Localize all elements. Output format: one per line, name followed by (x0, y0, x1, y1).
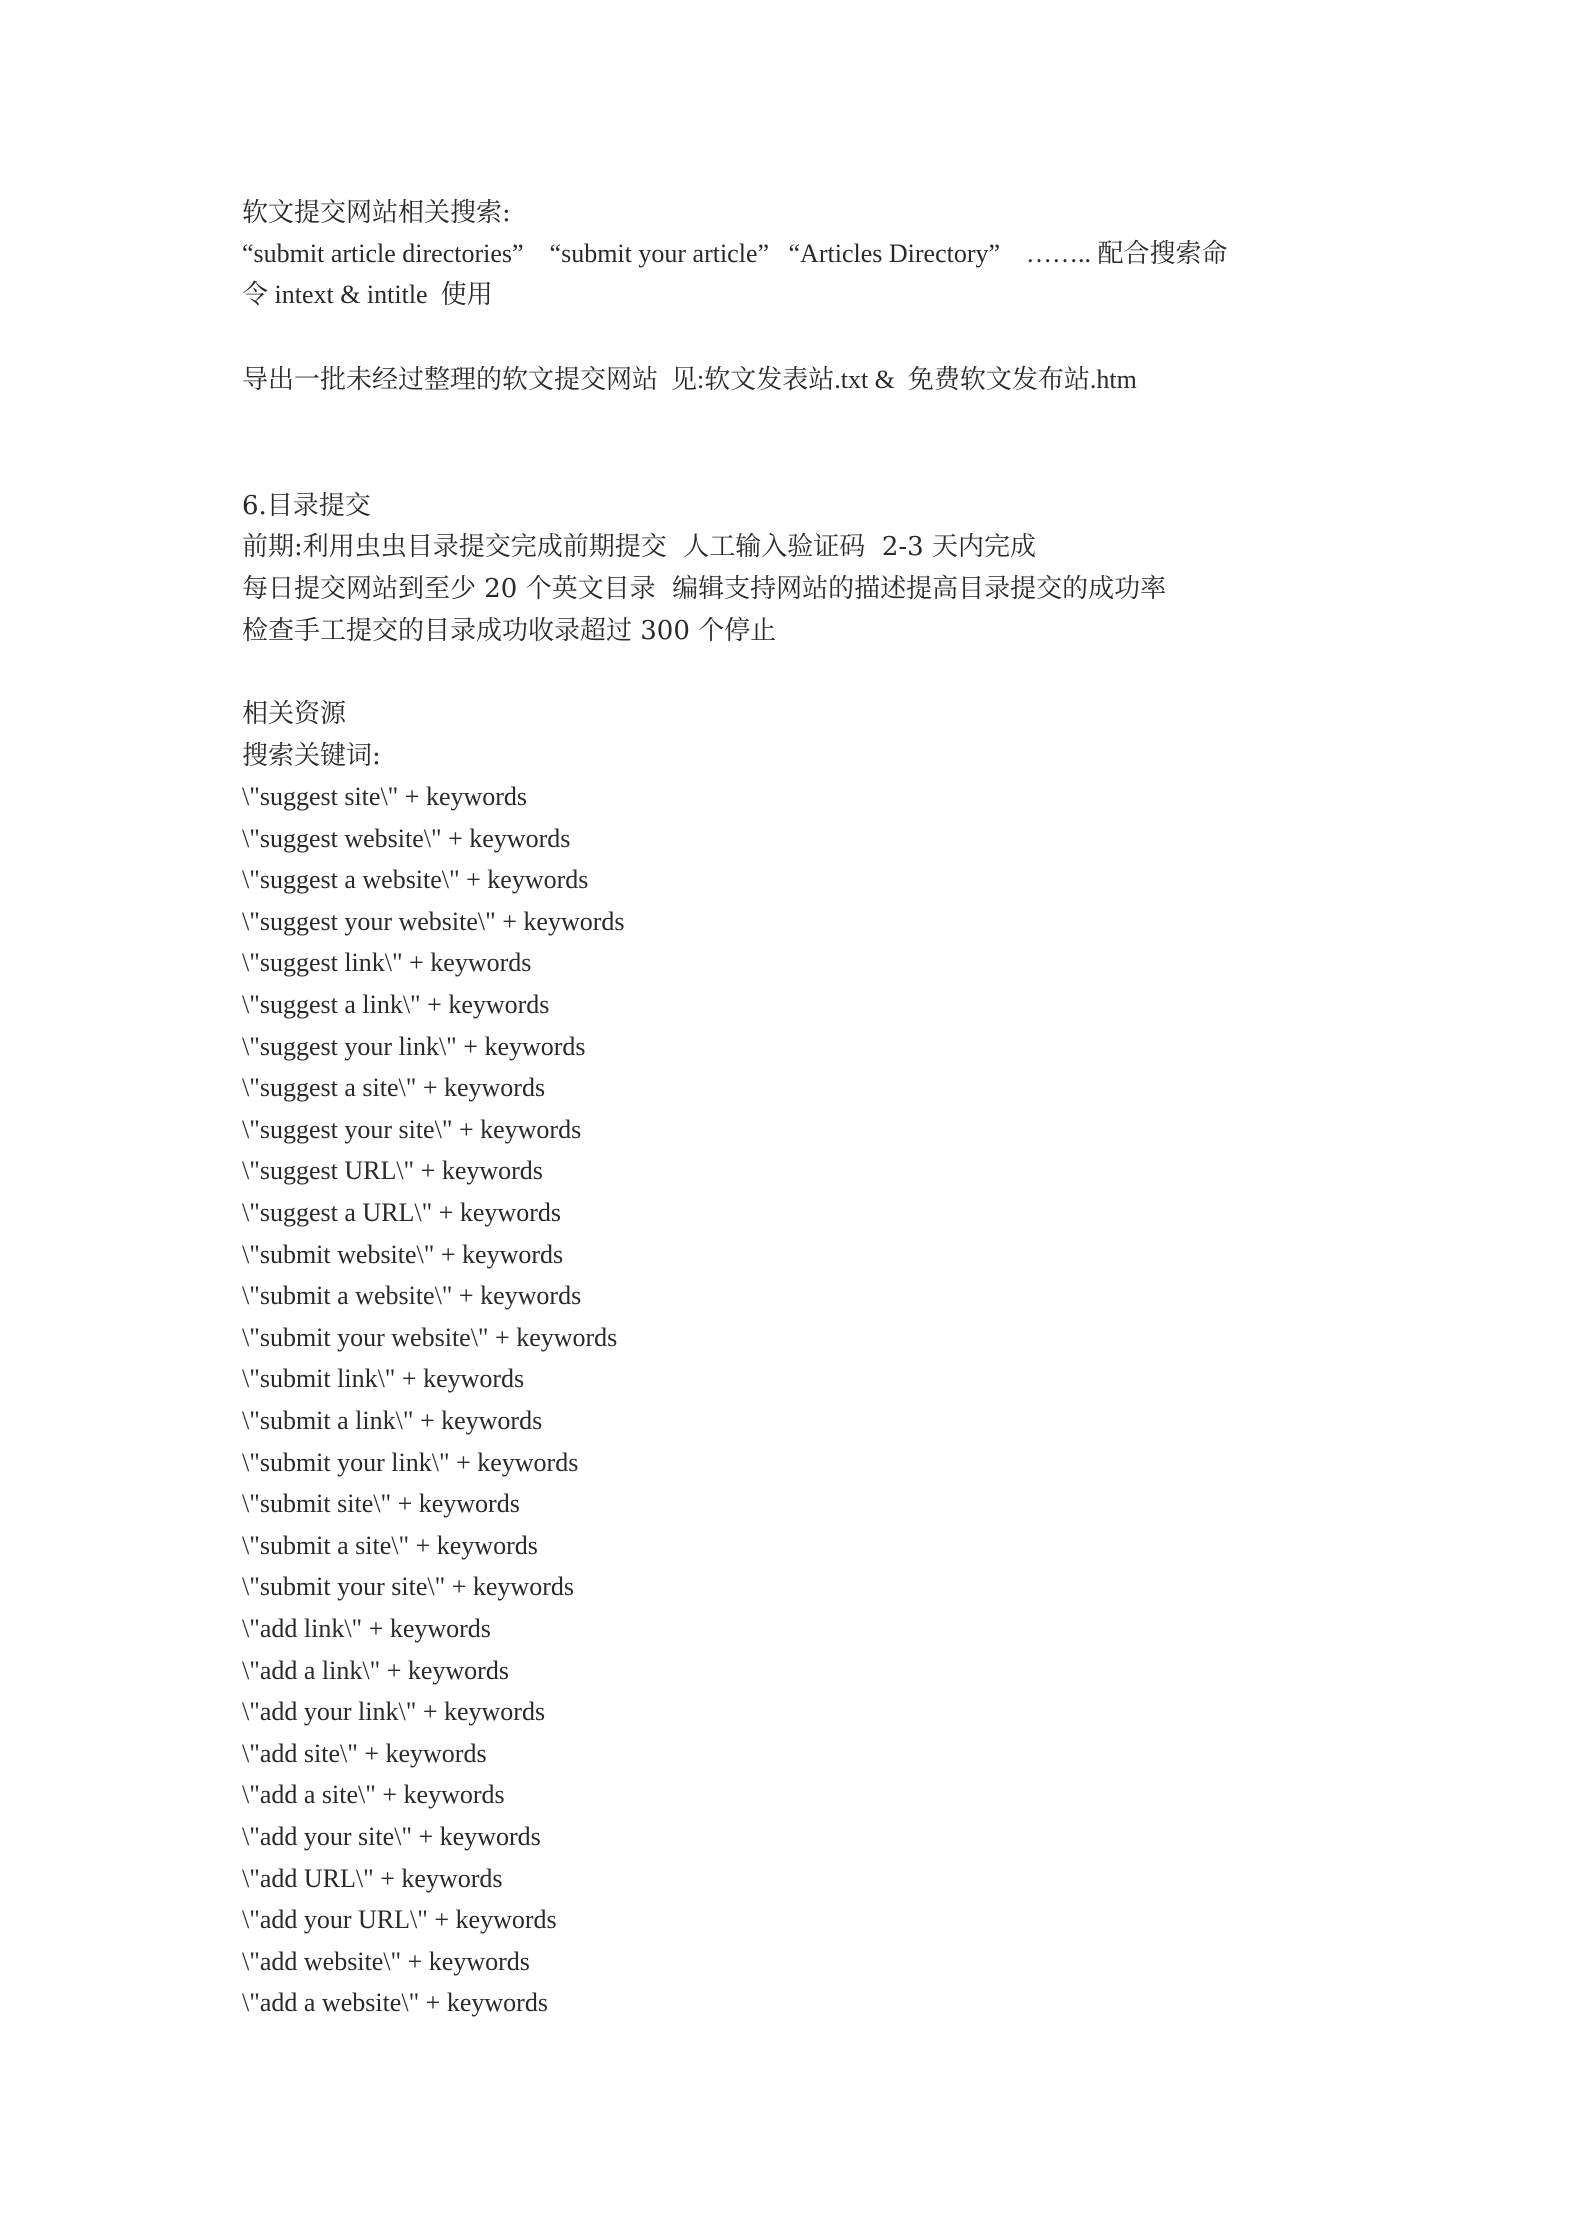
keyword-item: \"suggest your website\" + keywords (242, 907, 625, 936)
keyword-item: \"suggest a URL\" + keywords (242, 1198, 561, 1227)
article-search-operators: 令 intext & intitle 使用 (242, 280, 493, 309)
article-search-heading: 软文提交网站相关搜索: (242, 198, 511, 228)
keyword-item: \"submit a link\" + keywords (242, 1406, 543, 1435)
keyword-item: \"add a site\" + keywords (242, 1780, 505, 1809)
directory-line: 每日提交网站到至少 20 个英文目录 编辑支持网站的描述提高目录提交的成功率 (242, 574, 1167, 604)
keyword-item: \"suggest URL\" + keywords (242, 1156, 543, 1185)
keyword-item: \"add a website\" + keywords (242, 1988, 548, 2017)
keyword-item: \"add website\" + keywords (242, 1947, 530, 1976)
keyword-item: \"suggest a website\" + keywords (242, 865, 589, 894)
keyword-item: \"suggest link\" + keywords (242, 948, 532, 977)
keyword-item: \"submit your website\" + keywords (242, 1323, 618, 1352)
keyword-item: \"add your site\" + keywords (242, 1822, 541, 1851)
keyword-item: \"suggest a site\" + keywords (242, 1073, 546, 1102)
directory-line: 检查手工提交的目录成功收录超过 300 个停止 (242, 616, 777, 646)
keyword-item: \"submit link\" + keywords (242, 1364, 525, 1393)
keyword-item: \"submit site\" + keywords (242, 1489, 520, 1518)
keyword-item: \"suggest site\" + keywords (242, 782, 528, 811)
keyword-item: \"submit your site\" + keywords (242, 1572, 574, 1601)
keyword-item: \"add link\" + keywords (242, 1614, 491, 1643)
keyword-item: \"suggest a link\" + keywords (242, 990, 550, 1019)
directory-line: 前期:利用虫虫目录提交完成前期提交 人工输入验证码 2-3 天内完成 (242, 532, 1036, 562)
keyword-item: \"add URL\" + keywords (242, 1864, 503, 1893)
keyword-item: \"suggest website\" + keywords (242, 824, 571, 853)
keyword-item: \"submit a website\" + keywords (242, 1281, 582, 1310)
keyword-item: \"add your URL\" + keywords (242, 1905, 557, 1934)
export-note: 导出一批未经过整理的软文提交网站 见:软文发表站.txt & 免费软文发布站.htm (242, 365, 1137, 394)
keyword-item: \"submit a site\" + keywords (242, 1531, 538, 1560)
keyword-item: \"add a link\" + keywords (242, 1656, 509, 1685)
keyword-item: \"submit your link\" + keywords (242, 1448, 579, 1477)
keyword-item: \"submit website\" + keywords (242, 1240, 564, 1269)
keyword-item: \"suggest your site\" + keywords (242, 1115, 582, 1144)
keyword-item: \"add your link\" + keywords (242, 1697, 546, 1726)
resources-heading: 相关资源 (242, 699, 347, 729)
keyword-item: \"add site\" + keywords (242, 1739, 487, 1768)
keyword-item: \"suggest your link\" + keywords (242, 1032, 586, 1061)
directory-section-heading: 6.目录提交 (242, 491, 371, 521)
keywords-label: 搜索关键词: (242, 741, 381, 771)
article-search-queries: “submit article directories” “submit your article” “Articles Directory” …….. 配合搜索命 (242, 239, 1228, 268)
